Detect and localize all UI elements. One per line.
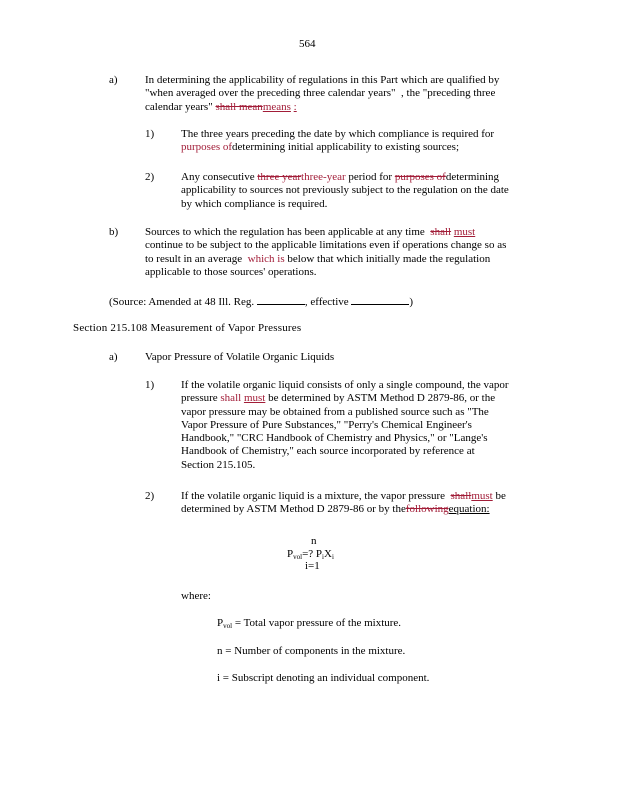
subsection-a-text: In determining the applicability of regulations in this Part which are qualified by "when averaged over the preceding three calendar years" , the "preceding three calendar years" shall meanmeans : <box>145 74 500 113</box>
section-a-label: a) <box>109 351 118 363</box>
section-a1-label: 1) <box>145 379 155 391</box>
inserted-text: must <box>471 490 493 502</box>
item-a2-text: Any consecutive three yearthree-year period for purposes ofdetermining applicability to sources not previously subject to the regulation on the date by which compliance is required. <box>181 171 509 210</box>
inserted-text: shall <box>220 392 242 405</box>
deleted-text: purposes of <box>394 171 446 183</box>
item-a1-text: The three years preceding the date by which compliance is required for purposes ofdetermining initial applicability to existing sources; <box>181 128 495 154</box>
subsection-b-text: Sources to which the regulation has been applicable at any time shall must continue to be subject to the applicable limitations even if operations change so as to result in an average which is below that which initially made the regulation applicable to those sources' operations. <box>145 226 507 278</box>
section-a2-text: If the volatile organic liquid is a mixture, the vapor pressure shallmust be determined by ASTM Method D 2879-86 or by thefollowingequation: <box>181 490 506 516</box>
inserted-text: which is <box>247 252 285 265</box>
inserted-text: means <box>262 100 291 113</box>
page-number: 564 <box>299 38 316 50</box>
deleted-text: following <box>405 503 449 516</box>
source-note: (Source: Amended at 48 Ill. Reg. , effective ) <box>109 296 414 308</box>
deleted-text: shall mean <box>215 100 263 113</box>
inserted-text: purposes of <box>181 141 233 154</box>
deleted-text: shall <box>450 490 472 502</box>
item-a1-label: 1) <box>145 128 155 140</box>
section-a1-text: If the volatile organic liquid consists of only a single compound, the vapor pressure shall must be determined by ASTM Method D 2879-86, or the vapor pressure may be obtained from a published source such as "The Vapor Pressure of Pure Substances," "Perry's Chemical Engineer's Handbook," "CRC Handbook of Chemistry and Physics," or "Lange's Handbook of Chemistry," each source incorporated by reference at Section 215.105. <box>181 379 509 471</box>
equation-lower-limit: i=1 <box>305 560 320 572</box>
item-a2-label: 2) <box>145 171 155 183</box>
section-heading: Section 215.108 Measurement of Vapor Pressures <box>73 322 302 334</box>
deleted-text: three year <box>257 171 302 183</box>
inserted-text: three-year <box>301 171 346 183</box>
inserted-text: must <box>453 226 476 238</box>
definition-n: n = Number of components in the mixture. <box>217 645 406 657</box>
subsection-b-label: b) <box>109 226 119 238</box>
inserted-text: must <box>243 392 266 405</box>
section-a2-label: 2) <box>145 490 155 502</box>
section-a-heading: Vapor Pressure of Volatile Organic Liquids <box>145 351 335 363</box>
equation-upper-limit: n <box>311 535 317 547</box>
where-label: where: <box>181 590 211 602</box>
deleted-text: shall <box>430 226 452 238</box>
definition-pvol: $P_{vol}$ = Total vapor pressure of the mixture. <box>217 617 402 630</box>
equation: $P_{vol}=$? $P_iX_i$ <box>287 548 334 561</box>
definition-i: i = Subscript denoting an individual component. <box>217 672 430 684</box>
subsection-a-label: a) <box>109 74 118 86</box>
